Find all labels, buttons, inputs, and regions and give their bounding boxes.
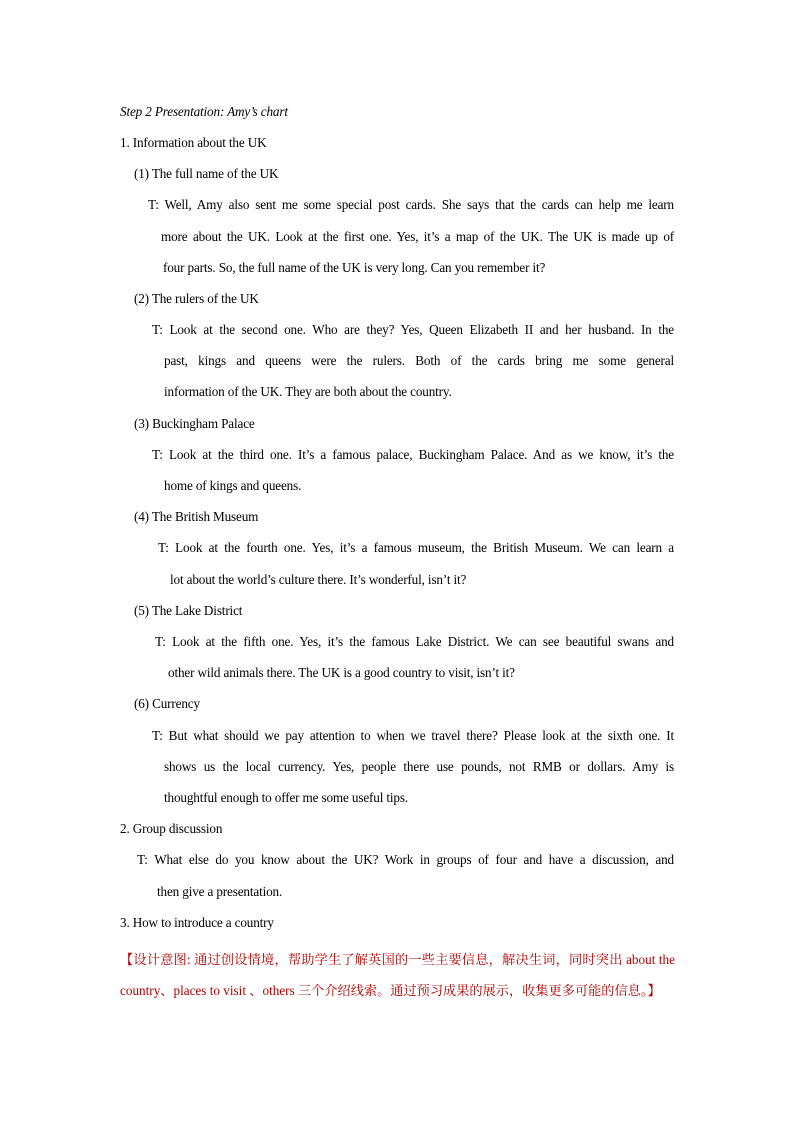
item-4-line-2: lot about the world’s culture there. It’s wonderful, isn’t it? xyxy=(170,572,467,587)
item-6-line-3: thoughtful enough to offer me some useful tips. xyxy=(164,790,408,805)
item-5-line-2: other wild animals there. The UK is a good country to visit, isn’t it? xyxy=(168,665,515,680)
section-2-line-1: T: What else do you know about the UK? Work in groups of four and have a discussion, and xyxy=(137,852,674,867)
step-heading: Step 2 Presentation: Amy’s chart xyxy=(120,104,288,119)
item-3-title: (3) Buckingham Palace xyxy=(134,416,255,431)
section-2-title: 2. Group discussion xyxy=(120,821,223,836)
section-2-line-2: then give a presentation. xyxy=(157,884,283,899)
item-2-line-1: T: Look at the second one. Who are they? Yes, Queen Elizabeth II and her husband. In the xyxy=(152,322,674,337)
item-1-title: (1) The full name of the UK xyxy=(134,166,279,181)
item-4-title: (4) The British Museum xyxy=(134,509,259,524)
item-5-title: (5) The Lake District xyxy=(134,603,243,618)
item-4-line-1: T: Look at the fourth one. Yes, it’s a famous museum, the British Museum. We can learn a xyxy=(158,540,674,555)
item-2-line-3: information of the UK. They are both about the country. xyxy=(164,384,452,399)
item-1-line-1: T: Well, Amy also sent me some special post cards. She says that the cards can help me learn xyxy=(148,197,674,212)
item-6-title: (6) Currency xyxy=(134,696,200,711)
item-6-line-1: T: But what should we pay attention to when we travel there? Please look at the sixth one. It xyxy=(152,728,674,743)
item-3-line-1: T: Look at the third one. It’s a famous palace, Buckingham Palace. And as we know, it’s the xyxy=(152,447,674,462)
design-intent-note: 【设计意图: 通过创设情境，帮助学生了解英国的一些主要信息，解决生词，同时突出 about the country、places to visit 、others 三个介绍线索。通过预习成果的展示，收集更多可能的信息。】 xyxy=(120,952,675,999)
item-2-title: (2) The rulers of the UK xyxy=(134,291,259,306)
item-3-line-2: home of kings and queens. xyxy=(164,478,302,493)
item-2-line-2: past, kings and queens were the rulers. Both of the cards bring me some general xyxy=(164,353,674,368)
item-1-line-3: four parts. So, the full name of the UK is very long. Can you remember it? xyxy=(163,260,546,275)
section-3-title: 3. How to introduce a country xyxy=(120,915,274,930)
item-5-line-1: T: Look at the fifth one. Yes, it’s the famous Lake District. We can see beautiful swans and xyxy=(155,634,674,649)
section-1-title: 1. Information about the UK xyxy=(120,135,267,150)
item-1-line-2: more about the UK. Look at the first one. Yes, it’s a map of the UK. The UK is made up of xyxy=(161,229,674,244)
item-6-line-2: shows us the local currency. Yes, people there use pounds, not RMB or dollars. Amy is xyxy=(164,759,674,774)
